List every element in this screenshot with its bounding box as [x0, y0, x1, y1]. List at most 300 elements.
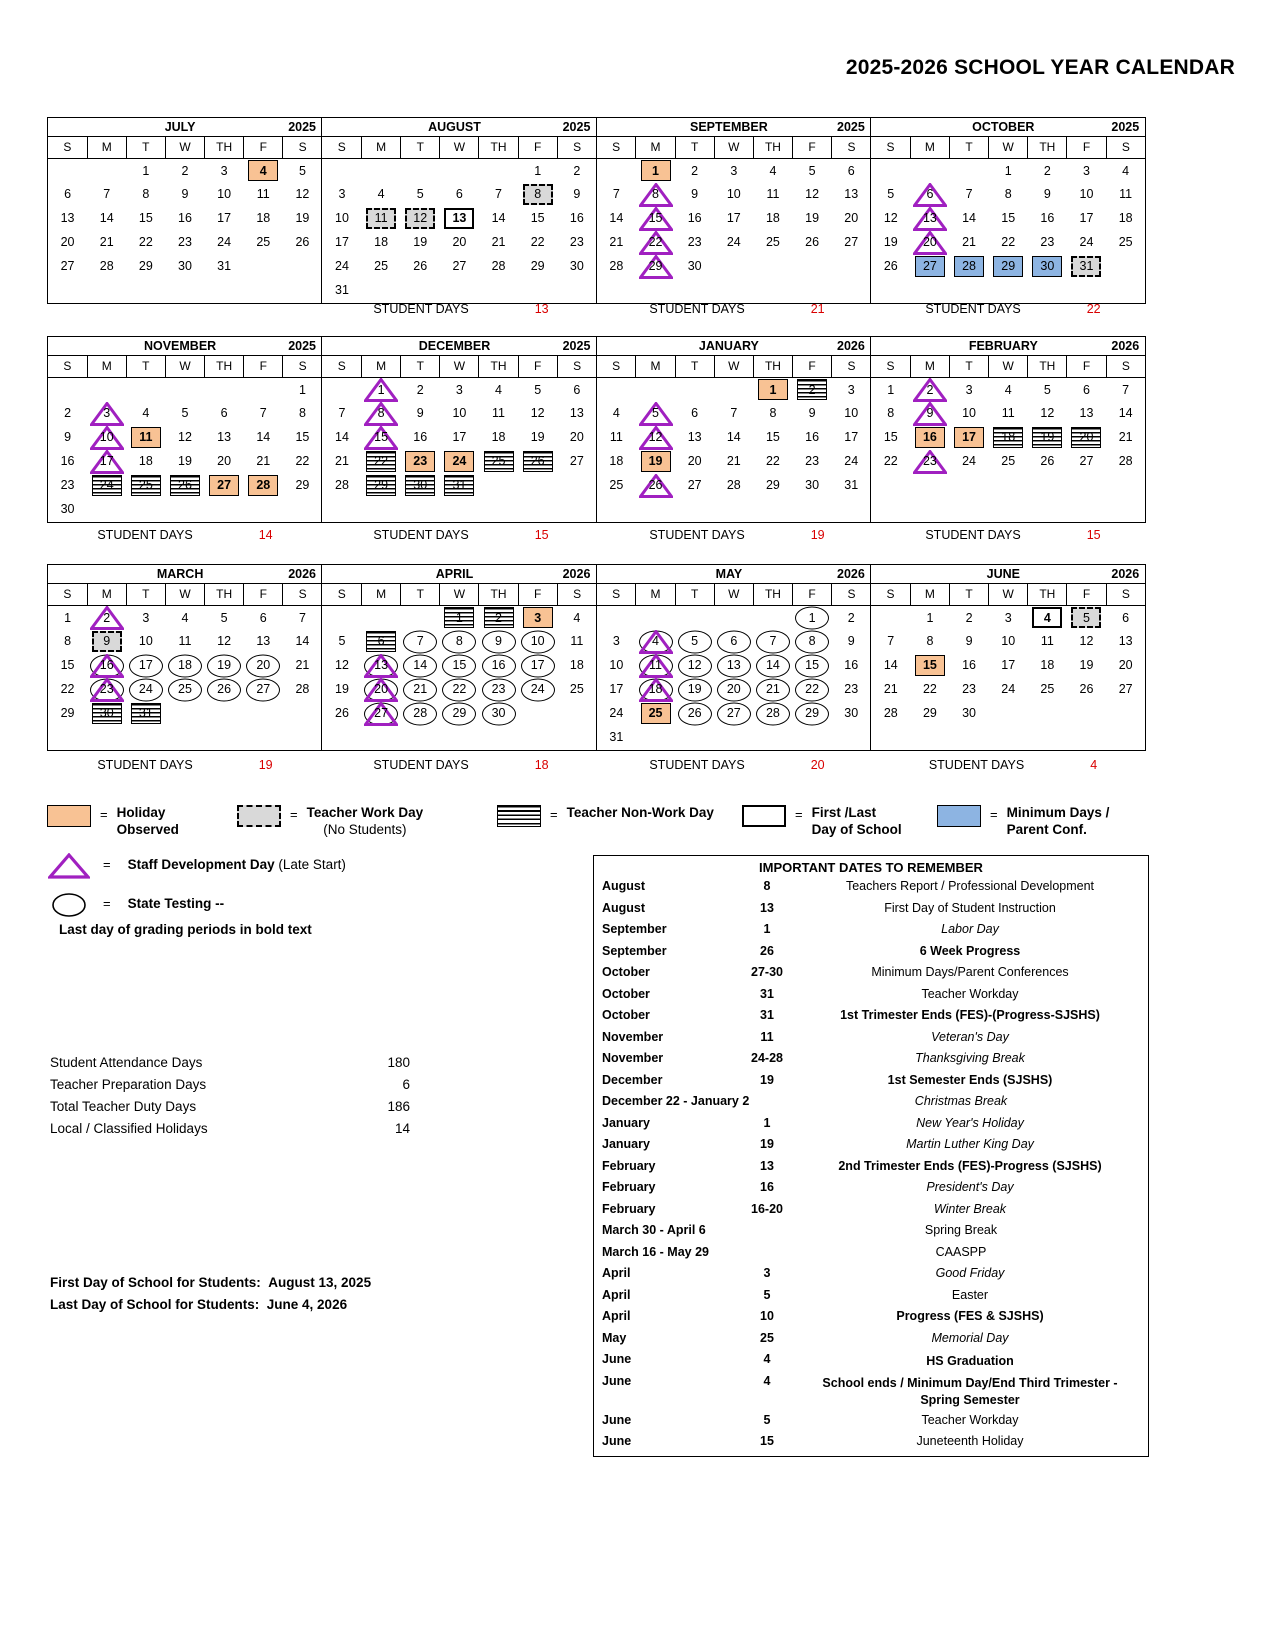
calendar-cell[interactable] [557, 402, 596, 426]
calendar-cell[interactable] [205, 450, 244, 474]
calendar-cell[interactable] [48, 426, 87, 450]
calendar-cell[interactable] [714, 159, 753, 183]
calendar-cell[interactable] [793, 606, 832, 630]
calendar-cell[interactable] [283, 474, 322, 498]
calendar-cell[interactable] [597, 726, 636, 750]
calendar-cell[interactable] [753, 654, 792, 678]
calendar-cell[interactable] [871, 450, 910, 474]
calendar-cell[interactable] [597, 183, 636, 207]
calendar-cell[interactable] [1067, 402, 1106, 426]
calendar-cell[interactable] [205, 474, 244, 498]
calendar-cell[interactable] [793, 402, 832, 426]
calendar-cell[interactable] [205, 207, 244, 231]
calendar-cell[interactable] [597, 702, 636, 726]
calendar-cell[interactable] [597, 255, 636, 279]
calendar-cell[interactable] [832, 378, 871, 402]
calendar-cell[interactable] [557, 654, 596, 678]
calendar-cell[interactable] [871, 630, 910, 654]
calendar-cell[interactable] [440, 207, 479, 231]
calendar-cell[interactable] [1028, 402, 1067, 426]
calendar-cell[interactable] [950, 630, 989, 654]
calendar-cell[interactable] [1067, 231, 1106, 255]
calendar-cell[interactable] [714, 702, 753, 726]
calendar-cell[interactable] [244, 231, 283, 255]
calendar-cell[interactable] [557, 426, 596, 450]
calendar-cell[interactable] [126, 606, 165, 630]
calendar-cell[interactable] [714, 426, 753, 450]
calendar-cell[interactable] [126, 207, 165, 231]
calendar-cell[interactable] [871, 231, 910, 255]
calendar-cell[interactable] [597, 678, 636, 702]
calendar-cell[interactable] [1067, 183, 1106, 207]
calendar-cell[interactable] [910, 630, 949, 654]
calendar-cell[interactable] [675, 678, 714, 702]
calendar-cell[interactable] [440, 606, 479, 630]
calendar-cell[interactable] [753, 159, 792, 183]
calendar-cell[interactable] [557, 606, 596, 630]
calendar-cell[interactable] [1106, 606, 1145, 630]
calendar-cell[interactable] [518, 678, 557, 702]
calendar-cell[interactable] [322, 654, 361, 678]
calendar-cell[interactable] [1067, 378, 1106, 402]
calendar-cell[interactable] [597, 231, 636, 255]
calendar-cell[interactable] [440, 474, 479, 498]
calendar-cell[interactable] [832, 606, 871, 630]
calendar-cell[interactable] [87, 630, 126, 654]
calendar-cell[interactable] [401, 474, 440, 498]
calendar-cell[interactable] [1028, 207, 1067, 231]
calendar-cell[interactable] [87, 474, 126, 498]
calendar-cell[interactable] [1067, 159, 1106, 183]
calendar-cell[interactable] [322, 450, 361, 474]
calendar-cell[interactable] [1106, 654, 1145, 678]
calendar-cell[interactable] [362, 474, 401, 498]
calendar-cell[interactable] [714, 207, 753, 231]
calendar-cell[interactable] [753, 207, 792, 231]
calendar-cell[interactable] [362, 426, 401, 450]
calendar-cell[interactable] [910, 426, 949, 450]
calendar-cell[interactable] [440, 231, 479, 255]
calendar-cell[interactable] [283, 450, 322, 474]
calendar-cell[interactable] [832, 474, 871, 498]
calendar-cell[interactable] [205, 678, 244, 702]
calendar-cell[interactable] [793, 474, 832, 498]
calendar-cell[interactable] [205, 654, 244, 678]
calendar-cell[interactable] [244, 654, 283, 678]
calendar-cell[interactable] [793, 183, 832, 207]
calendar-cell[interactable] [753, 378, 792, 402]
calendar-cell[interactable] [950, 183, 989, 207]
calendar-cell[interactable] [1106, 378, 1145, 402]
calendar-cell[interactable] [518, 654, 557, 678]
calendar-cell[interactable] [283, 426, 322, 450]
calendar-cell[interactable] [401, 426, 440, 450]
calendar-cell[interactable] [205, 159, 244, 183]
calendar-cell[interactable] [322, 630, 361, 654]
calendar-cell[interactable] [753, 474, 792, 498]
calendar-cell[interactable] [675, 207, 714, 231]
calendar-cell[interactable] [244, 159, 283, 183]
calendar-cell[interactable] [1028, 606, 1067, 630]
calendar-cell[interactable] [950, 678, 989, 702]
calendar-cell[interactable] [362, 183, 401, 207]
calendar-cell[interactable] [675, 630, 714, 654]
calendar-cell[interactable] [832, 702, 871, 726]
calendar-cell[interactable] [518, 183, 557, 207]
calendar-cell[interactable] [1028, 654, 1067, 678]
calendar-cell[interactable] [1028, 426, 1067, 450]
calendar-cell[interactable] [479, 678, 518, 702]
calendar-cell[interactable] [910, 231, 949, 255]
calendar-cell[interactable] [871, 654, 910, 678]
calendar-cell[interactable] [910, 402, 949, 426]
calendar-cell[interactable] [636, 678, 675, 702]
calendar-cell[interactable] [322, 402, 361, 426]
calendar-cell[interactable] [401, 231, 440, 255]
calendar-cell[interactable] [283, 402, 322, 426]
calendar-cell[interactable] [440, 378, 479, 402]
calendar-cell[interactable] [989, 402, 1028, 426]
calendar-cell[interactable] [362, 378, 401, 402]
calendar-cell[interactable] [1028, 630, 1067, 654]
calendar-cell[interactable] [244, 474, 283, 498]
calendar-cell[interactable] [950, 606, 989, 630]
calendar-cell[interactable] [832, 426, 871, 450]
calendar-cell[interactable] [401, 207, 440, 231]
calendar-cell[interactable] [126, 702, 165, 726]
calendar-cell[interactable] [871, 678, 910, 702]
calendar-cell[interactable] [440, 183, 479, 207]
calendar-cell[interactable] [910, 207, 949, 231]
calendar-cell[interactable] [675, 255, 714, 279]
calendar-cell[interactable] [1067, 606, 1106, 630]
calendar-cell[interactable] [87, 702, 126, 726]
calendar-cell[interactable] [87, 207, 126, 231]
calendar-cell[interactable] [126, 231, 165, 255]
calendar-cell[interactable] [714, 450, 753, 474]
calendar-cell[interactable] [832, 159, 871, 183]
calendar-cell[interactable] [714, 402, 753, 426]
calendar-cell[interactable] [636, 426, 675, 450]
calendar-cell[interactable] [48, 231, 87, 255]
calendar-cell[interactable] [636, 474, 675, 498]
calendar-cell[interactable] [989, 630, 1028, 654]
calendar-cell[interactable] [832, 207, 871, 231]
calendar-cell[interactable] [322, 426, 361, 450]
calendar-cell[interactable] [557, 207, 596, 231]
calendar-cell[interactable] [989, 207, 1028, 231]
calendar-cell[interactable] [714, 474, 753, 498]
calendar-cell[interactable] [675, 450, 714, 474]
calendar-cell[interactable] [401, 378, 440, 402]
calendar-cell[interactable] [1028, 183, 1067, 207]
calendar-cell[interactable] [362, 630, 401, 654]
calendar-cell[interactable] [1067, 654, 1106, 678]
calendar-cell[interactable] [1106, 159, 1145, 183]
calendar-cell[interactable] [989, 654, 1028, 678]
calendar-cell[interactable] [244, 450, 283, 474]
calendar-cell[interactable] [871, 183, 910, 207]
calendar-cell[interactable] [597, 450, 636, 474]
calendar-cell[interactable] [401, 678, 440, 702]
calendar-cell[interactable] [87, 606, 126, 630]
calendar-cell[interactable] [793, 231, 832, 255]
calendar-cell[interactable] [675, 474, 714, 498]
calendar-cell[interactable] [753, 426, 792, 450]
calendar-cell[interactable] [440, 630, 479, 654]
calendar-cell[interactable] [557, 231, 596, 255]
calendar-cell[interactable] [165, 159, 204, 183]
calendar-cell[interactable] [793, 702, 832, 726]
calendar-cell[interactable] [362, 654, 401, 678]
calendar-cell[interactable] [362, 207, 401, 231]
calendar-cell[interactable] [557, 678, 596, 702]
calendar-cell[interactable] [753, 630, 792, 654]
calendar-cell[interactable] [518, 207, 557, 231]
calendar-cell[interactable] [165, 474, 204, 498]
calendar-cell[interactable] [48, 498, 87, 522]
calendar-cell[interactable] [910, 255, 949, 279]
calendar-cell[interactable] [989, 255, 1028, 279]
calendar-cell[interactable] [205, 630, 244, 654]
calendar-cell[interactable] [1028, 231, 1067, 255]
calendar-cell[interactable] [479, 702, 518, 726]
calendar-cell[interactable] [362, 702, 401, 726]
calendar-cell[interactable] [518, 378, 557, 402]
calendar-cell[interactable] [244, 606, 283, 630]
calendar-cell[interactable] [910, 183, 949, 207]
calendar-cell[interactable] [832, 678, 871, 702]
calendar-cell[interactable] [283, 678, 322, 702]
calendar-cell[interactable] [87, 450, 126, 474]
calendar-cell[interactable] [557, 378, 596, 402]
calendar-cell[interactable] [126, 255, 165, 279]
calendar-cell[interactable] [48, 654, 87, 678]
calendar-cell[interactable] [1028, 678, 1067, 702]
calendar-cell[interactable] [479, 207, 518, 231]
calendar-cell[interactable] [48, 474, 87, 498]
calendar-cell[interactable] [401, 630, 440, 654]
calendar-cell[interactable] [989, 450, 1028, 474]
calendar-cell[interactable] [518, 402, 557, 426]
calendar-cell[interactable] [479, 630, 518, 654]
calendar-cell[interactable] [362, 255, 401, 279]
calendar-cell[interactable] [165, 207, 204, 231]
calendar-cell[interactable] [362, 450, 401, 474]
calendar-cell[interactable] [1106, 231, 1145, 255]
calendar-cell[interactable] [950, 702, 989, 726]
calendar-cell[interactable] [479, 402, 518, 426]
calendar-cell[interactable] [283, 378, 322, 402]
calendar-cell[interactable] [753, 183, 792, 207]
calendar-cell[interactable] [205, 402, 244, 426]
calendar-cell[interactable] [636, 630, 675, 654]
calendar-cell[interactable] [440, 702, 479, 726]
calendar-cell[interactable] [48, 630, 87, 654]
calendar-cell[interactable] [165, 606, 204, 630]
calendar-cell[interactable] [714, 231, 753, 255]
calendar-cell[interactable] [48, 702, 87, 726]
calendar-cell[interactable] [362, 678, 401, 702]
calendar-cell[interactable] [244, 426, 283, 450]
calendar-cell[interactable] [48, 402, 87, 426]
calendar-cell[interactable] [989, 426, 1028, 450]
calendar-cell[interactable] [518, 159, 557, 183]
calendar-cell[interactable] [675, 426, 714, 450]
calendar-cell[interactable] [48, 207, 87, 231]
calendar-cell[interactable] [401, 255, 440, 279]
calendar-cell[interactable] [832, 402, 871, 426]
calendar-cell[interactable] [322, 678, 361, 702]
calendar-cell[interactable] [126, 159, 165, 183]
calendar-cell[interactable] [1028, 255, 1067, 279]
calendar-cell[interactable] [440, 450, 479, 474]
calendar-cell[interactable] [675, 654, 714, 678]
calendar-cell[interactable] [989, 378, 1028, 402]
calendar-cell[interactable] [714, 183, 753, 207]
calendar-cell[interactable] [950, 426, 989, 450]
calendar-cell[interactable] [989, 183, 1028, 207]
calendar-cell[interactable] [87, 654, 126, 678]
calendar-cell[interactable] [950, 207, 989, 231]
calendar-cell[interactable] [87, 426, 126, 450]
calendar-cell[interactable] [597, 426, 636, 450]
calendar-cell[interactable] [479, 378, 518, 402]
calendar-cell[interactable] [126, 450, 165, 474]
calendar-cell[interactable] [87, 231, 126, 255]
calendar-cell[interactable] [165, 255, 204, 279]
calendar-cell[interactable] [518, 450, 557, 474]
calendar-cell[interactable] [126, 183, 165, 207]
calendar-cell[interactable] [832, 183, 871, 207]
calendar-cell[interactable] [832, 630, 871, 654]
calendar-cell[interactable] [87, 402, 126, 426]
calendar-cell[interactable] [1106, 402, 1145, 426]
calendar-cell[interactable] [1106, 183, 1145, 207]
calendar-cell[interactable] [87, 255, 126, 279]
calendar-cell[interactable] [48, 606, 87, 630]
calendar-cell[interactable] [244, 183, 283, 207]
calendar-cell[interactable] [322, 279, 361, 303]
calendar-cell[interactable] [518, 231, 557, 255]
calendar-cell[interactable] [1067, 630, 1106, 654]
calendar-cell[interactable] [518, 606, 557, 630]
calendar-cell[interactable] [479, 606, 518, 630]
calendar-cell[interactable] [479, 183, 518, 207]
calendar-cell[interactable] [283, 207, 322, 231]
calendar-cell[interactable] [910, 378, 949, 402]
calendar-cell[interactable] [753, 678, 792, 702]
calendar-cell[interactable] [126, 426, 165, 450]
calendar-cell[interactable] [950, 378, 989, 402]
calendar-cell[interactable] [479, 426, 518, 450]
calendar-cell[interactable] [597, 402, 636, 426]
calendar-cell[interactable] [1106, 207, 1145, 231]
calendar-cell[interactable] [871, 378, 910, 402]
calendar-cell[interactable] [675, 231, 714, 255]
calendar-cell[interactable] [636, 450, 675, 474]
calendar-cell[interactable] [1067, 207, 1106, 231]
calendar-cell[interactable] [48, 678, 87, 702]
calendar-cell[interactable] [989, 678, 1028, 702]
calendar-cell[interactable] [440, 678, 479, 702]
calendar-cell[interactable] [479, 450, 518, 474]
calendar-cell[interactable] [1067, 678, 1106, 702]
calendar-cell[interactable] [793, 630, 832, 654]
calendar-cell[interactable] [1106, 426, 1145, 450]
calendar-cell[interactable] [636, 402, 675, 426]
calendar-cell[interactable] [87, 183, 126, 207]
calendar-cell[interactable] [205, 426, 244, 450]
calendar-cell[interactable] [283, 159, 322, 183]
calendar-cell[interactable] [205, 255, 244, 279]
calendar-cell[interactable] [753, 231, 792, 255]
calendar-cell[interactable] [401, 183, 440, 207]
calendar-cell[interactable] [322, 207, 361, 231]
calendar-cell[interactable] [636, 207, 675, 231]
calendar-cell[interactable] [910, 654, 949, 678]
calendar-cell[interactable] [244, 630, 283, 654]
calendar-cell[interactable] [1067, 450, 1106, 474]
calendar-cell[interactable] [165, 231, 204, 255]
calendar-cell[interactable] [636, 183, 675, 207]
calendar-cell[interactable] [832, 231, 871, 255]
calendar-cell[interactable] [636, 255, 675, 279]
calendar-cell[interactable] [126, 402, 165, 426]
calendar-cell[interactable] [518, 426, 557, 450]
calendar-cell[interactable] [950, 255, 989, 279]
calendar-cell[interactable] [401, 702, 440, 726]
calendar-cell[interactable] [714, 654, 753, 678]
calendar-cell[interactable] [440, 255, 479, 279]
calendar-cell[interactable] [636, 231, 675, 255]
calendar-cell[interactable] [283, 183, 322, 207]
calendar-cell[interactable] [989, 159, 1028, 183]
calendar-cell[interactable] [832, 450, 871, 474]
calendar-cell[interactable] [1067, 255, 1106, 279]
calendar-cell[interactable] [479, 231, 518, 255]
calendar-cell[interactable] [244, 207, 283, 231]
calendar-cell[interactable] [950, 654, 989, 678]
calendar-cell[interactable] [283, 654, 322, 678]
calendar-cell[interactable] [871, 207, 910, 231]
calendar-cell[interactable] [753, 702, 792, 726]
calendar-cell[interactable] [675, 702, 714, 726]
calendar-cell[interactable] [322, 474, 361, 498]
calendar-cell[interactable] [557, 450, 596, 474]
calendar-cell[interactable] [597, 474, 636, 498]
calendar-cell[interactable] [126, 630, 165, 654]
calendar-cell[interactable] [557, 630, 596, 654]
calendar-cell[interactable] [1106, 678, 1145, 702]
calendar-cell[interactable] [636, 159, 675, 183]
calendar-cell[interactable] [910, 702, 949, 726]
calendar-cell[interactable] [675, 159, 714, 183]
calendar-cell[interactable] [675, 402, 714, 426]
calendar-cell[interactable] [1106, 450, 1145, 474]
calendar-cell[interactable] [165, 183, 204, 207]
calendar-cell[interactable] [244, 402, 283, 426]
calendar-cell[interactable] [479, 654, 518, 678]
calendar-cell[interactable] [401, 450, 440, 474]
calendar-cell[interactable] [1028, 159, 1067, 183]
calendar-cell[interactable] [714, 678, 753, 702]
calendar-cell[interactable] [793, 450, 832, 474]
calendar-cell[interactable] [205, 183, 244, 207]
calendar-cell[interactable] [126, 678, 165, 702]
calendar-cell[interactable] [793, 678, 832, 702]
calendar-cell[interactable] [557, 159, 596, 183]
